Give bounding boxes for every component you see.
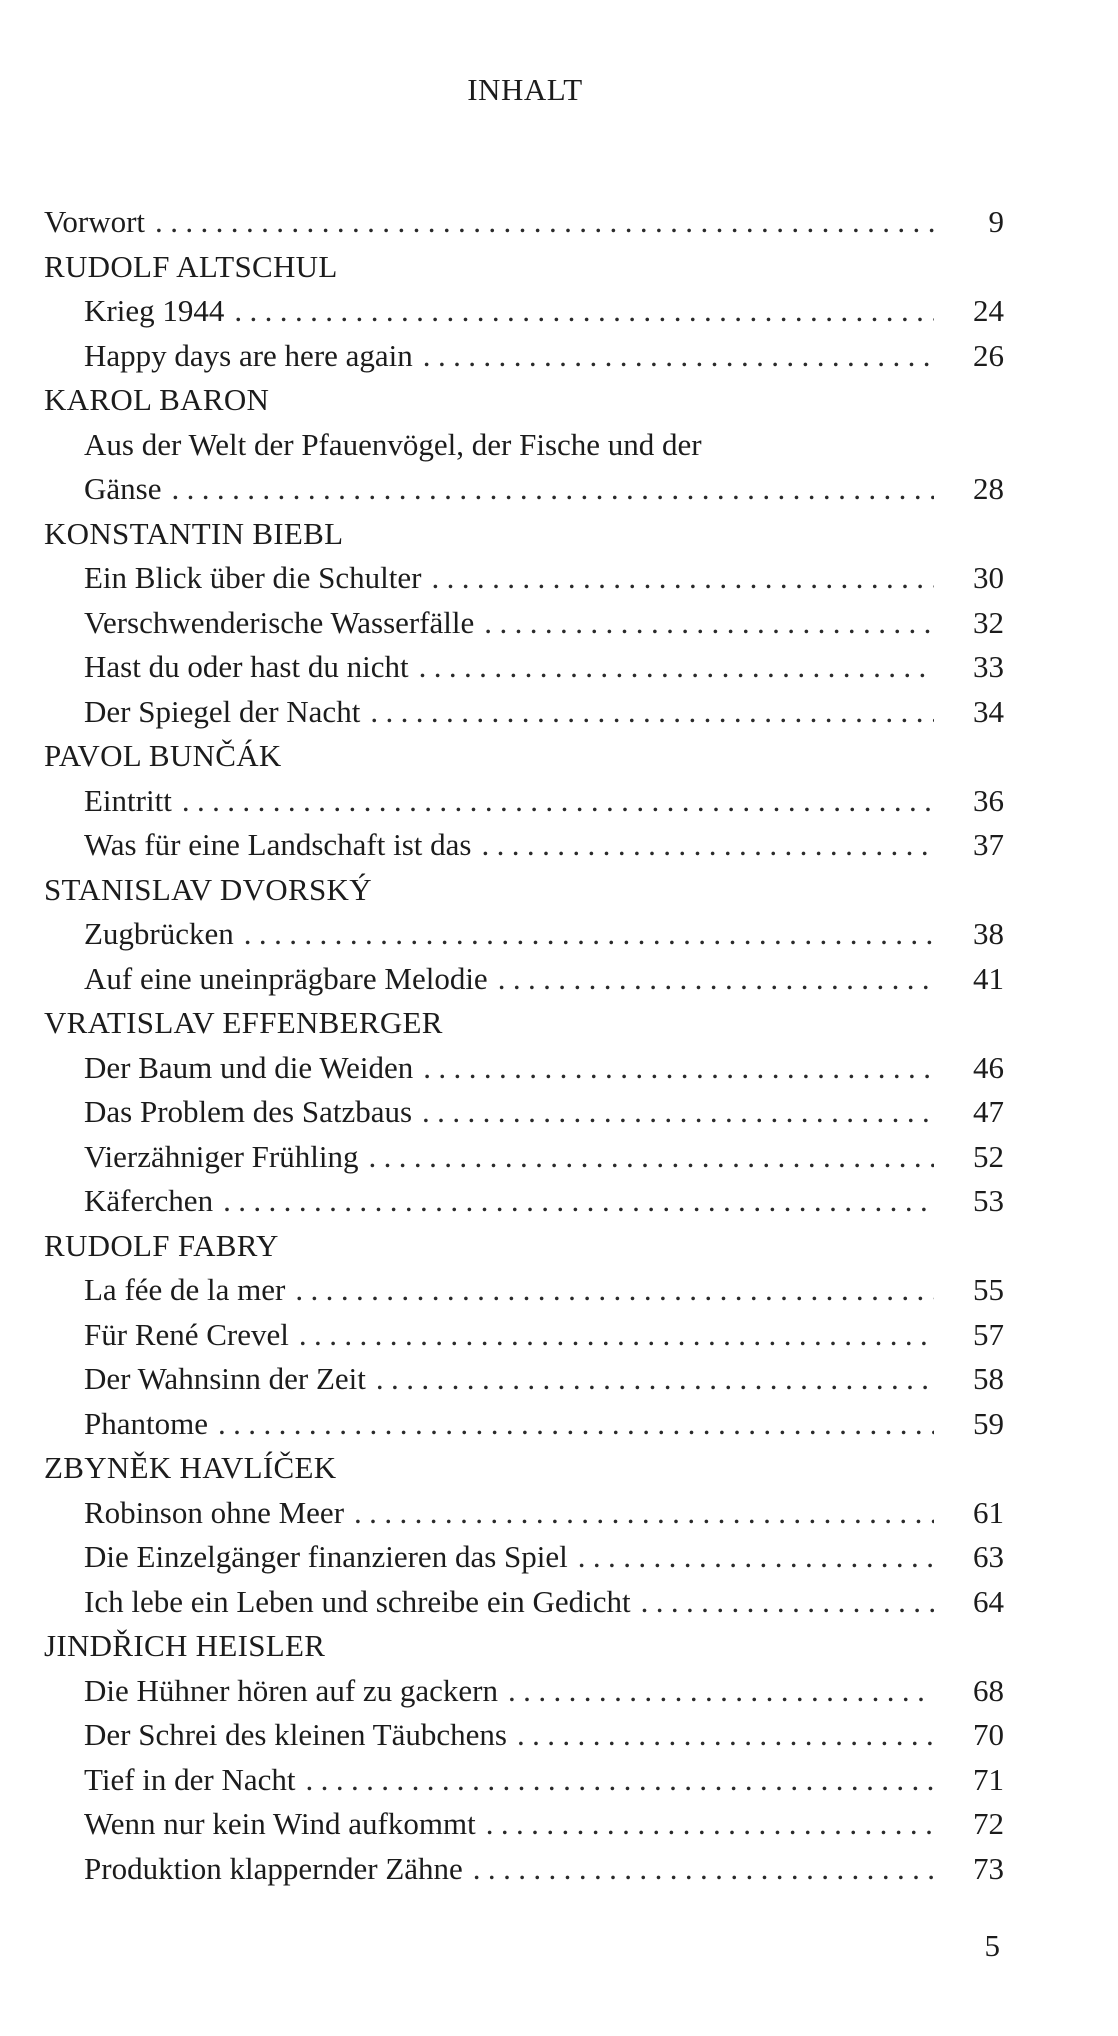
- toc-entry[interactable]: [44, 1135, 1004, 1180]
- entry-page: 70: [973, 1717, 1004, 1752]
- entry-page: 9: [988, 204, 1004, 239]
- entry-title: Happy days are here again: [84, 337, 413, 373]
- page-title: INHALT: [467, 72, 583, 107]
- entry-title: Der Baum und die Weiden: [84, 1049, 414, 1085]
- entry-title: Die Einzelgänger finanzieren das Spiel: [84, 1539, 568, 1574]
- toc-entry[interactable]: [44, 823, 1004, 868]
- entry-title: Der Wahnsinn der Zeit: [84, 1361, 366, 1396]
- toc-entry[interactable]: [44, 1669, 1004, 1714]
- dot-leader: [155, 200, 934, 245]
- entry-title: Eintritt: [84, 782, 172, 818]
- entry-page: 63: [973, 1539, 1004, 1574]
- toc-entry[interactable]: [44, 289, 1004, 334]
- entry-page: 53: [973, 1183, 1004, 1218]
- entry-title: Was für eine Landschaft ist das: [84, 827, 472, 862]
- entry-title: Vierzähniger Frühling: [84, 1138, 359, 1174]
- author-heading: PAVOL BUNČÁK: [44, 738, 282, 773]
- entry-page: 59: [973, 1405, 1004, 1441]
- entry-page: 41: [973, 960, 1004, 996]
- toc-entry-preface[interactable]: [44, 200, 1004, 245]
- dot-leader: [517, 1713, 934, 1758]
- toc-entry[interactable]: [44, 556, 1004, 601]
- dot-leader: [234, 289, 934, 334]
- dot-leader: [171, 467, 934, 512]
- dot-leader: [306, 1758, 934, 1803]
- toc-entry[interactable]: [44, 645, 1004, 690]
- page-number: 5: [984, 1928, 1000, 1963]
- toc-entry[interactable]: [44, 957, 1004, 1002]
- dot-leader: [578, 1535, 934, 1580]
- toc-entry[interactable]: [44, 1535, 1004, 1580]
- toc-entry[interactable]: [44, 1713, 1004, 1758]
- entry-page: 46: [973, 1049, 1004, 1085]
- toc-entry[interactable]: [44, 1090, 1004, 1135]
- toc-entry[interactable]: [44, 912, 1004, 957]
- entry-title: Produktion klappernder Zähne: [84, 1850, 463, 1886]
- entry-page: 68: [973, 1672, 1004, 1708]
- dot-leader: [182, 779, 934, 824]
- toc-entry[interactable]: [44, 1402, 1004, 1447]
- entry-title: Auf eine uneinprägbare Melodie: [84, 960, 488, 996]
- dot-leader: [508, 1669, 934, 1714]
- entry-page: 24: [973, 293, 1004, 328]
- dot-leader: [299, 1313, 934, 1358]
- dot-leader: [473, 1847, 934, 1892]
- entry-page: 37: [973, 827, 1004, 862]
- toc-entry[interactable]: [44, 779, 1004, 824]
- author-heading: JINDŘICH HEISLER: [44, 1628, 326, 1663]
- entry-page: 55: [973, 1272, 1004, 1307]
- dot-leader: [423, 1046, 934, 1091]
- entry-page: 28: [973, 471, 1004, 506]
- entry-page: 73: [973, 1850, 1004, 1886]
- entry-page: 64: [973, 1583, 1004, 1619]
- dot-leader: [223, 1179, 934, 1224]
- author-heading: STANISLAV DVORSKÝ: [44, 871, 372, 907]
- entry-page: 72: [973, 1806, 1004, 1841]
- entry-title: Der Spiegel der Nacht: [84, 693, 361, 729]
- dot-leader: [641, 1580, 934, 1625]
- dot-leader: [218, 1402, 934, 1447]
- author-heading: RUDOLF ALTSCHUL: [44, 248, 338, 284]
- entry-title: Das Problem des Satzbaus: [84, 1094, 413, 1129]
- dot-leader: [486, 1802, 934, 1847]
- toc-entry[interactable]: [44, 601, 1004, 646]
- toc-entry[interactable]: [44, 1580, 1004, 1625]
- entry-title: Gänse: [84, 471, 162, 506]
- entry-title: Verschwenderische Wasserfälle: [84, 604, 475, 640]
- entry-page: 33: [973, 649, 1004, 684]
- dot-leader: [244, 912, 934, 957]
- toc-entry[interactable]: [44, 1758, 1004, 1803]
- author-heading: VRATISLAV EFFENBERGER: [44, 1005, 443, 1040]
- dot-leader: [498, 957, 934, 1002]
- toc-entry[interactable]: [44, 1313, 1004, 1358]
- entry-page: 30: [973, 560, 1004, 595]
- toc-entry[interactable]: [44, 1847, 1004, 1892]
- entry-page: 57: [973, 1316, 1004, 1352]
- entry-page: 61: [973, 1494, 1004, 1530]
- dot-leader: [484, 601, 934, 646]
- toc-entry[interactable]: [44, 1179, 1004, 1224]
- entry-title-line1[interactable]: Aus der Welt der Pfauenvögel, der Fische und der: [84, 426, 702, 462]
- entry-title: La fée de la mer: [84, 1272, 286, 1307]
- entry-title: Hast du oder hast du nicht: [84, 649, 409, 684]
- dot-leader: [376, 1357, 934, 1402]
- dot-leader: [370, 690, 934, 735]
- table-of-contents: [44, 200, 1004, 1891]
- dot-leader: [481, 823, 934, 868]
- entry-page: 52: [973, 1138, 1004, 1174]
- entry-page: 58: [973, 1361, 1004, 1396]
- entry-page: 36: [973, 782, 1004, 818]
- author-heading: ZBYNĚK HAVLÍČEK: [44, 1450, 337, 1485]
- entry-page: 26: [973, 337, 1004, 373]
- toc-entry[interactable]: [44, 1357, 1004, 1402]
- author-heading: RUDOLF FABRY: [44, 1227, 279, 1263]
- dot-leader: [431, 556, 934, 601]
- toc-entry[interactable]: [44, 1802, 1004, 1847]
- entry-title: Für René Crevel: [84, 1316, 289, 1352]
- entry-title: Ich lebe ein Leben und schreibe ein Gedicht: [84, 1583, 631, 1619]
- entry-page: 47: [973, 1094, 1004, 1129]
- dot-leader: [419, 645, 934, 690]
- entry-title: Krieg 1944: [84, 293, 225, 328]
- dot-leader: [422, 1090, 934, 1135]
- entry-page: 71: [973, 1761, 1004, 1797]
- author-heading: KONSTANTIN BIEBL: [44, 515, 344, 551]
- toc-entry[interactable]: [44, 334, 1004, 379]
- entry-title: Die Hühner hören auf zu gackern: [84, 1672, 499, 1708]
- entry-title: Vorwort: [44, 204, 146, 239]
- entry-page: 38: [973, 916, 1004, 951]
- entry-title: Zugbrücken: [84, 916, 234, 951]
- entry-page: 32: [973, 604, 1004, 640]
- dot-leader: [368, 1135, 934, 1180]
- entry-title: Der Schrei des kleinen Täubchens: [84, 1717, 507, 1752]
- entry-page: 34: [973, 693, 1004, 729]
- entry-title: Tief in der Nacht: [84, 1761, 296, 1797]
- dot-leader: [423, 334, 934, 379]
- entry-title: Phantome: [84, 1405, 208, 1441]
- entry-title: Robinson ohne Meer: [84, 1494, 345, 1530]
- entry-title: Käferchen: [84, 1183, 214, 1218]
- author-heading: KAROL BARON: [44, 382, 270, 417]
- toc-entry[interactable]: [44, 467, 1004, 512]
- dot-leader: [295, 1268, 934, 1313]
- toc-entry[interactable]: [44, 1268, 1004, 1313]
- toc-entry[interactable]: [44, 1046, 1004, 1091]
- entry-title: Wenn nur kein Wind aufkommt: [84, 1806, 476, 1841]
- toc-entry[interactable]: [44, 690, 1004, 735]
- entry-title: Ein Blick über die Schulter: [84, 560, 422, 595]
- dot-leader: [354, 1491, 934, 1536]
- toc-entry[interactable]: [44, 1491, 1004, 1536]
